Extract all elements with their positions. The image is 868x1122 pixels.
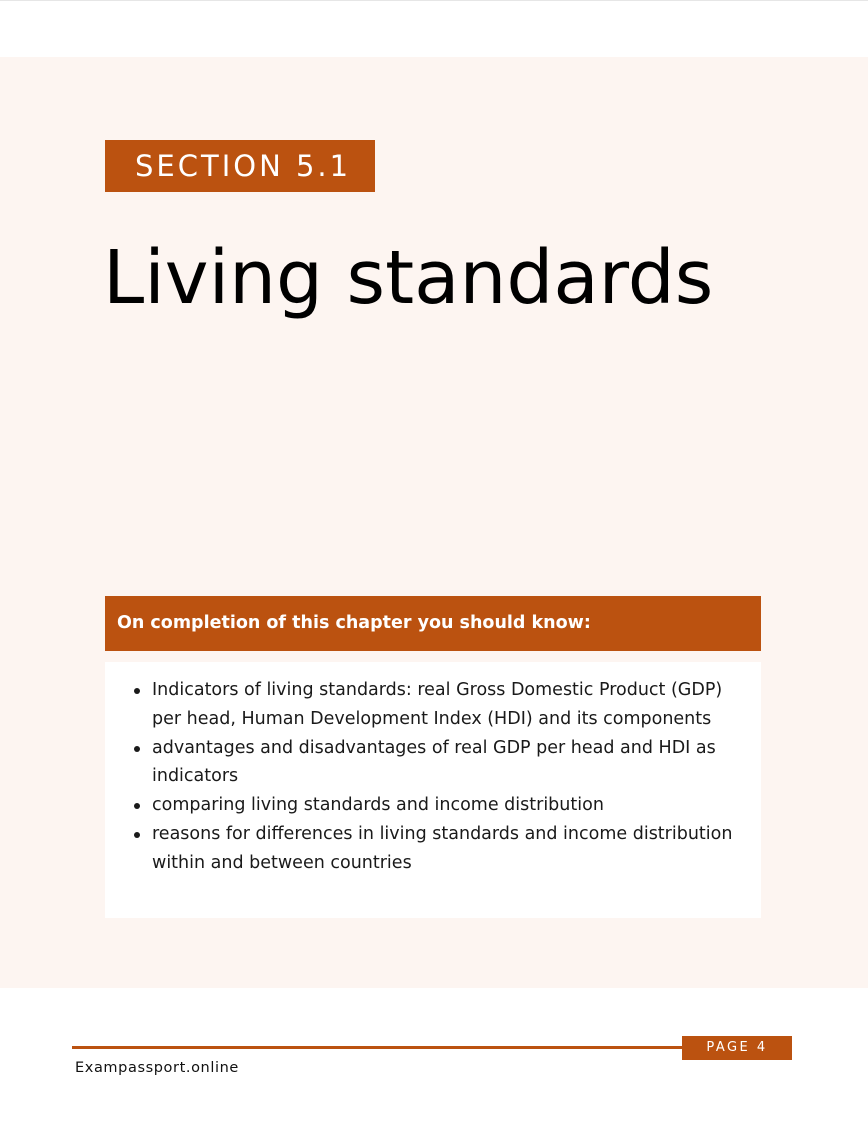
footer-site-name: Exampassport.online	[75, 1060, 239, 1076]
objectives-box	[105, 662, 761, 918]
objective-text: comparing living standards and income distribution	[152, 795, 604, 816]
bullet-icon	[134, 746, 140, 752]
objective-item	[152, 791, 751, 820]
objective-item	[152, 734, 751, 792]
bullet-icon	[134, 832, 140, 838]
section-tag: SECTION 5.1	[105, 140, 375, 192]
bullet-icon	[134, 803, 140, 809]
page-number-badge: PAGE 4	[682, 1036, 792, 1060]
objectives-list	[152, 676, 751, 878]
objective-text: reasons for differences in living standards and income distribution within and between countries	[152, 823, 733, 873]
bullet-icon	[134, 688, 140, 694]
objective-text: Indicators of living standards: real Gross Domestic Product (GDP) per head, Human Development Index (HDI) and its components	[152, 680, 723, 729]
objective-item	[152, 820, 751, 878]
page-title: Living standards	[103, 235, 714, 321]
footer-divider	[72, 1046, 682, 1049]
objective-text: advantages and disadvantages of real GDP per head and HDI as indicators	[152, 737, 716, 787]
objectives-heading: On completion of this chapter you should know:	[105, 596, 761, 651]
objective-item	[152, 676, 751, 734]
top-divider	[0, 0, 868, 1]
